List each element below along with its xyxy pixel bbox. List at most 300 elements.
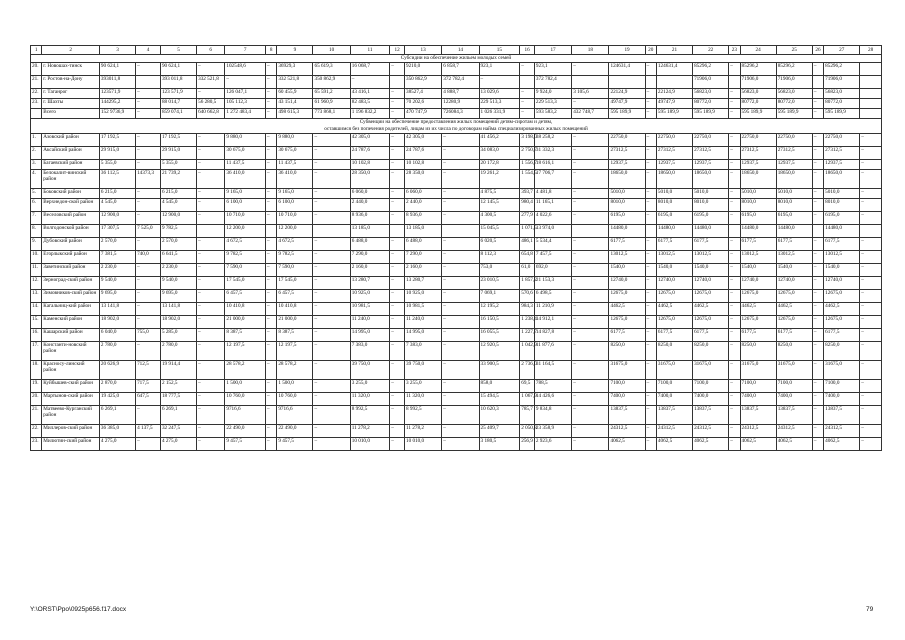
table-cell: – (266, 170, 277, 189)
table-cell: 2 923,6 (534, 438, 571, 451)
table-cell: 2 230,0 (99, 264, 135, 277)
municipality-name: Каменский район (42, 316, 100, 329)
table-cell: 25 409,7 (479, 425, 520, 438)
table-cell: 39 750,0 (404, 361, 441, 380)
table-row (31, 170, 882, 189)
table-cell: 24 787,6 (350, 147, 390, 160)
table-cell: 6177,5 (824, 238, 860, 251)
table-cell: – (266, 238, 277, 251)
table-cell: 22750,0 (609, 134, 645, 147)
table-row (31, 99, 882, 109)
row-index: 22. (31, 425, 42, 438)
table-cell: 80772,0 (693, 99, 729, 109)
table-cell (572, 225, 609, 238)
table-cell: 12675,0 (693, 316, 729, 329)
table-cell: 15 045,5 (479, 225, 520, 238)
table-cell: – (812, 134, 823, 147)
table-cell: 31 164,5 (534, 361, 571, 380)
table-cell: 10 925,0 (350, 290, 390, 303)
municipality-name: Кагальниц-кий район (42, 303, 100, 316)
table-cell: – (645, 170, 656, 189)
table-cell: 393011,8 (99, 76, 135, 89)
table-cell: 7 069,1 (479, 290, 520, 303)
table-cell: – (197, 147, 225, 160)
table-cell: – (729, 147, 740, 160)
table-cell: 43 416,1 (350, 89, 390, 99)
table-cell: 27312,5 (740, 147, 776, 160)
table-cell: 60 455,9 (277, 89, 313, 99)
table-cell: 2 870,0 (99, 380, 135, 393)
table-cell: – (572, 160, 609, 170)
table-cell: 6195,0 (824, 212, 860, 225)
table-cell: 8 387,5 (277, 329, 313, 342)
table-cell: 350 862,9 (313, 76, 350, 89)
table-cell: 39 750,0 (350, 361, 390, 380)
table-cell: 9 880,0 (225, 134, 266, 147)
table-cell: 4062,5 (656, 438, 692, 451)
table-cell: 8250,0 (740, 342, 776, 361)
table-cell: 4062,5 (609, 438, 645, 451)
table-cell: 9 834,8 (534, 406, 571, 425)
table-cell: – (266, 76, 277, 89)
table-cell: – (572, 99, 609, 109)
table-cell: 22124,9 (656, 89, 692, 99)
table-cell: 2 570,0 (160, 238, 196, 251)
table-cell: 1 067,9 (520, 393, 535, 406)
table-cell: – (197, 238, 225, 251)
table-cell: 647,5 (136, 393, 161, 406)
table-cell: – (812, 277, 823, 290)
table-cell: – (197, 361, 225, 380)
table-cell: 14480,0 (740, 225, 776, 238)
table-cell: – (197, 89, 225, 99)
table-cell: 22750,0 (656, 134, 692, 147)
table-cell: 7100,0 (693, 380, 729, 393)
table-cell: 18 616,1 (534, 160, 571, 170)
table-row (31, 76, 882, 89)
table-cell: 56823,0 (776, 89, 812, 99)
table-cell: 29 915,0 (99, 147, 135, 160)
table-cell: 6 488,0 (404, 238, 441, 251)
table-cell (572, 76, 609, 89)
table-cell: – (136, 438, 161, 451)
table-row (31, 189, 882, 199)
table-cell: 8010,0 (609, 199, 645, 212)
table-cell: 7400,0 (693, 393, 729, 406)
table-row (31, 238, 882, 251)
table-cell: – (266, 63, 277, 76)
table-cell: 12 195,2 (479, 303, 520, 316)
table-cell: – (136, 303, 161, 316)
table-cell: – (572, 438, 609, 451)
table-cell: 9716,6 (277, 406, 313, 425)
table-cell: – (860, 393, 882, 406)
table-cell: 372 782,4 (442, 76, 479, 89)
municipality-name: Мартынов-ский район (42, 393, 100, 406)
table-cell: – (313, 303, 350, 316)
table-cell: 595 189,9 (693, 109, 729, 119)
table-cell (860, 89, 882, 99)
table-cell: 14 827,8 (534, 329, 571, 342)
table-cell: 71906,0 (740, 76, 776, 89)
table-cell: 4462,5 (824, 303, 860, 316)
table-cell: – (390, 189, 405, 199)
municipality-name: г. Ростов-на-Дону (42, 76, 100, 89)
table-cell: 2 780,0 (99, 342, 135, 361)
table-cell: – (442, 134, 479, 147)
table-cell: 332 521,8 (277, 76, 313, 89)
table-cell: – (645, 329, 656, 342)
table-cell: – (197, 380, 225, 393)
municipality-name: Зерноград-ский район (42, 277, 100, 290)
table-cell: – (729, 89, 740, 99)
table-cell: – (479, 76, 520, 89)
table-cell: 22 490,0 (225, 425, 266, 438)
table-cell: – (136, 147, 161, 160)
table-cell: 6195,0 (609, 212, 645, 225)
table-cell: 13 185,0 (350, 225, 390, 238)
table-cell: 486,1 (520, 238, 535, 251)
table-cell: – (390, 406, 405, 425)
table-cell: 256,9 (520, 438, 535, 451)
table-cell: 726084,3 (442, 109, 479, 119)
table-cell: 90 624,1 (160, 63, 196, 76)
table-cell: – (390, 425, 405, 438)
table-cell: – (572, 406, 609, 425)
column-number: 15 (479, 46, 520, 55)
table-cell: 4 300,5 (479, 212, 520, 225)
table-cell: 8250,0 (609, 342, 645, 361)
column-number: 6 (197, 46, 225, 55)
table-cell: 980,4 (520, 199, 535, 212)
table-cell: 30 675,0 (225, 147, 266, 160)
table-cell: 8250,0 (776, 342, 812, 361)
municipality-name: Матвеево-Курганский район (42, 406, 100, 425)
table-cell: – (442, 438, 479, 451)
table-cell: 10 010,0 (350, 438, 390, 451)
table-cell: – (313, 264, 350, 277)
table-cell: – (442, 425, 479, 438)
column-number-row (31, 46, 882, 55)
table-cell: – (390, 109, 405, 119)
table-cell: 41 456,2 (479, 134, 520, 147)
table-cell: – (729, 393, 740, 406)
table-cell: – (812, 212, 823, 225)
table-cell: – (812, 251, 823, 264)
municipality-name: Азовский район (42, 134, 100, 147)
table-cell: – (812, 290, 823, 303)
table-cell: – (729, 438, 740, 451)
row-index: 14. (31, 303, 42, 316)
table-cell: – (313, 170, 350, 189)
table-cell: 11 240,0 (404, 316, 441, 329)
table-cell: – (729, 342, 740, 361)
table-cell: 18650,0 (656, 170, 692, 189)
table-cell: 13012,5 (609, 251, 645, 264)
table-cell: – (197, 329, 225, 342)
table-cell: 12 200,0 (225, 225, 266, 238)
table-cell (729, 76, 740, 89)
table-cell: 12675,0 (609, 290, 645, 303)
table-cell: 124631,4 (609, 63, 645, 76)
table-cell: 7 457,5 (534, 251, 571, 264)
table-cell: 13837,5 (740, 406, 776, 425)
table-cell: 6177,5 (824, 329, 860, 342)
table-cell: – (136, 342, 161, 361)
table-cell: 13 141,8 (99, 303, 135, 316)
table-cell: 90 624,1 (99, 63, 135, 76)
table-cell: 755,0 (136, 329, 161, 342)
table-cell: – (313, 238, 350, 251)
table-cell: 4 545,0 (99, 199, 135, 212)
table-cell: 6 641,5 (160, 251, 196, 264)
table-cell: – (313, 380, 350, 393)
table-cell: 9 165,0 (225, 189, 266, 199)
table-cell: 12937,5 (740, 160, 776, 170)
table-cell: 12 900,0 (99, 212, 135, 225)
municipality-name: Зимовников-ский район (42, 290, 100, 303)
table-cell: 9716,6 (225, 406, 266, 425)
table-cell: 18 902,0 (99, 316, 135, 329)
budget-table-sheet (30, 45, 882, 451)
table-cell (860, 99, 882, 109)
table-cell: 18650,0 (824, 170, 860, 189)
table-cell: – (645, 264, 656, 277)
table-cell: – (266, 290, 277, 303)
table-cell: – (860, 303, 882, 316)
table-cell (656, 76, 692, 89)
table-cell: 14480,0 (693, 225, 729, 238)
table-cell: – (390, 170, 405, 189)
table-cell: – (136, 238, 161, 251)
table-cell: 13012,5 (656, 251, 692, 264)
table-cell: 10 710,0 (277, 212, 313, 225)
table-cell: – (266, 134, 277, 147)
table-cell: 6195,0 (693, 212, 729, 225)
table-cell: 1 227,7 (520, 329, 535, 342)
table-cell: 23 358,9 (534, 425, 571, 438)
table-cell: 4 545,0 (160, 199, 196, 212)
table-cell: – (442, 238, 479, 251)
table-cell: – (860, 342, 882, 361)
table-cell: – (729, 99, 740, 109)
table-cell: 22124,9 (609, 89, 645, 99)
table-cell: 6177,5 (609, 329, 645, 342)
table-cell: 2 736,0 (520, 361, 535, 380)
table-cell: 18650,0 (693, 170, 729, 189)
table-cell: 8010,0 (740, 199, 776, 212)
table-row (31, 342, 882, 361)
table-cell: 16 150,5 (479, 316, 520, 329)
municipality-name: Всего (42, 109, 100, 119)
table-cell: 38 258,2 (534, 134, 571, 147)
table-cell: – (572, 189, 609, 199)
table-cell: – (520, 89, 535, 99)
table-cell: 17 706,7 (534, 170, 571, 189)
row-index: 4. (31, 170, 42, 189)
table-cell: – (812, 438, 823, 451)
table-cell: 12937,5 (609, 160, 645, 170)
table-cell: 13837,5 (824, 406, 860, 425)
table-cell: 7 383,0 (350, 342, 390, 361)
table-cell: 1540,0 (609, 264, 645, 277)
table-cell: – (390, 63, 405, 76)
table-cell: 7 525,0 (136, 225, 161, 238)
table-cell: 2 160,0 (350, 264, 390, 277)
table-cell (860, 76, 882, 89)
table-cell: – (136, 277, 161, 290)
table-cell: – (812, 160, 823, 170)
table-cell: 71906,0 (824, 76, 860, 89)
table-cell: 595 189,9 (776, 109, 812, 119)
table-cell (645, 225, 656, 238)
table-cell: 9 782,5 (225, 251, 266, 264)
table-cell: 14 426,6 (534, 393, 571, 406)
table-row (31, 199, 882, 212)
table-cell: 124631,4 (656, 63, 692, 76)
table-cell: – (442, 212, 479, 225)
table-row (31, 380, 882, 393)
table-cell: 18650,0 (609, 170, 645, 189)
table-cell: 7 381,5 (99, 251, 135, 264)
table-cell: – (645, 189, 656, 199)
table-cell: 9 540,0 (99, 277, 135, 290)
table-cell: 6 498,5 (534, 290, 571, 303)
table-cell: 4462,5 (609, 303, 645, 316)
table-cell: 9210,0 (404, 63, 441, 76)
table-cell: 6 040,0 (99, 329, 135, 342)
table-row (31, 303, 882, 316)
table-cell: 15 494,5 (479, 393, 520, 406)
table-cell: 12280,9 (442, 99, 479, 109)
table-cell: 13 280,7 (350, 277, 390, 290)
table-cell: – (812, 99, 823, 109)
table-cell: 8 936,0 (350, 212, 390, 225)
table-cell: 6 100,0 (277, 199, 313, 212)
table-row (31, 147, 882, 160)
table-cell: – (860, 438, 882, 451)
municipality-name: Боковский район (42, 189, 100, 199)
table-cell: 6 060,0 (350, 189, 390, 199)
table-cell: 2 570,0 (99, 238, 135, 251)
table-cell: – (860, 160, 882, 170)
table-cell (442, 225, 479, 238)
table-cell: 595 189,9 (609, 109, 645, 119)
municipality-name: Куйбышев-ский район (42, 380, 100, 393)
table-cell: – (390, 160, 405, 170)
table-cell: – (729, 212, 740, 225)
table-cell: – (442, 342, 479, 361)
column-number: 28 (860, 46, 882, 55)
table-cell: 16 055,5 (479, 329, 520, 342)
table-cell: 5 534,4 (534, 238, 571, 251)
table-cell: 20 626,9 (99, 361, 135, 380)
table-cell: 13 185,0 (404, 225, 441, 238)
table-cell: 9 540,0 (160, 277, 196, 290)
table-cell: 7 590,0 (225, 264, 266, 277)
table-cell: 29 915,0 (160, 147, 196, 160)
table-cell: 27312,5 (776, 147, 812, 160)
table-cell: 85296,2 (824, 63, 860, 76)
table-row (31, 89, 882, 99)
municipality-name: Миллеров-ский район (42, 425, 100, 438)
table-cell: 42 305,0 (404, 134, 441, 147)
table-cell: – (313, 251, 350, 264)
table-cell: 18 777,5 (160, 393, 196, 406)
table-row (31, 264, 882, 277)
table-cell: 18 902,0 (160, 316, 196, 329)
table-cell: 12675,0 (609, 316, 645, 329)
table-cell: – (266, 438, 277, 451)
table-cell: 14480,0 (656, 225, 692, 238)
table-cell: 9 695,0 (160, 290, 196, 303)
table-cell: – (266, 303, 277, 316)
table-cell: 13 974,0 (534, 225, 571, 238)
row-index: 19. (31, 380, 42, 393)
table-row (31, 212, 882, 225)
table-cell: 6 215,0 (160, 189, 196, 199)
table-cell (645, 76, 656, 89)
table-cell: – (729, 63, 740, 76)
table-cell: – (266, 277, 277, 290)
municipality-name: Багаевский район (42, 160, 100, 170)
table-cell: 7100,0 (740, 380, 776, 393)
table-cell: 229 513,3 (479, 99, 520, 109)
table-cell: 30 675,0 (277, 147, 313, 160)
section-title: Субсидии на обеспечение жильем молодых семей (31, 55, 882, 63)
table-cell: – (729, 238, 740, 251)
table-cell: 6195,0 (740, 212, 776, 225)
table-cell: 5010,0 (740, 189, 776, 199)
table-cell: 4062,5 (824, 438, 860, 451)
table-cell: – (197, 406, 225, 425)
table-cell: 34 083,0 (479, 147, 520, 160)
table-cell: – (136, 406, 161, 425)
table-cell: – (313, 329, 350, 342)
table-cell: 12937,5 (776, 160, 812, 170)
table-cell: 3 105,6 (572, 89, 609, 99)
table-cell: 2 750,7 (520, 147, 535, 160)
column-number: 17 (534, 46, 571, 55)
table-cell: 16 068,7 (350, 63, 390, 76)
table-cell: 13 141,8 (160, 303, 196, 316)
table-cell: 14 995,0 (350, 329, 390, 342)
table-cell: 80772,0 (740, 99, 776, 109)
table-cell: 31675,0 (776, 361, 812, 380)
table-row (31, 134, 882, 147)
table-cell: – (572, 134, 609, 147)
table-cell: 24312,5 (656, 425, 692, 438)
table-cell: – (136, 134, 161, 147)
table-cell: – (645, 361, 656, 380)
table-cell: 24 787,6 (404, 147, 441, 160)
table-body (31, 46, 882, 451)
municipality-name: Дубовский район (42, 238, 100, 251)
table-cell: 85296,2 (740, 63, 776, 76)
table-cell: 11 320,0 (404, 393, 441, 406)
table-cell: – (729, 361, 740, 380)
table-cell: 7 383,0 (404, 342, 441, 361)
table-cell: – (390, 147, 405, 160)
table-cell: – (442, 160, 479, 170)
table-cell: – (313, 290, 350, 303)
table-cell: – (812, 238, 823, 251)
table-cell: – (442, 316, 479, 329)
row-index: 1. (31, 134, 42, 147)
table-cell: 4 022,6 (534, 212, 571, 225)
table-cell (136, 76, 161, 89)
table-cell: – (197, 63, 225, 76)
